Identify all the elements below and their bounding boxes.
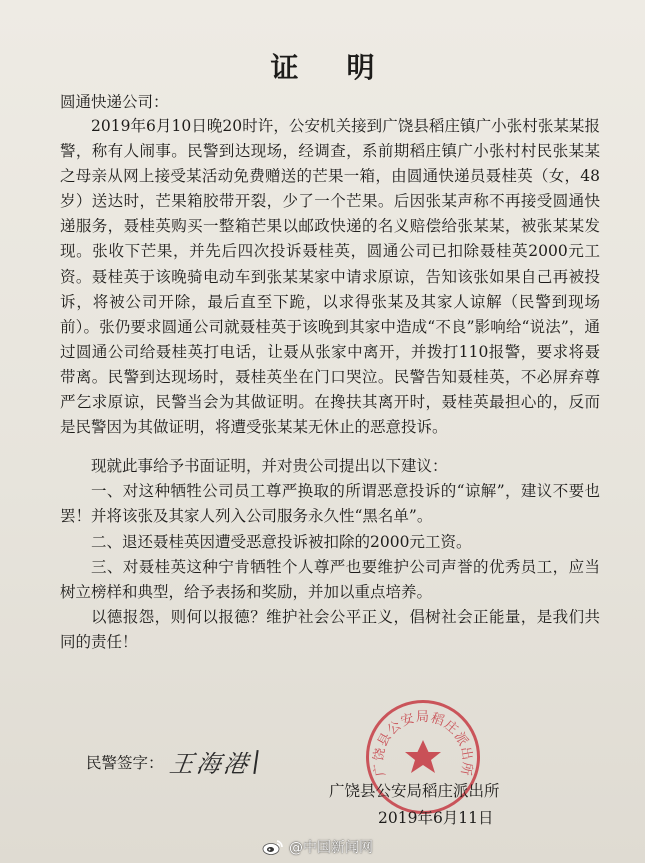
document-body	[60, 114, 600, 655]
signature-stroke	[253, 749, 258, 773]
weibo-icon	[262, 838, 284, 856]
paragraph-incident: 2019年6月10日晚20时许，公安机关接到广饶县稻庄镇广小张村张某某报警，称有人闹事。民警到达现场，经调查，系前期稻庄镇广小张村村民张某某之母亲从网上接受某活动免费赠送的芒果一箱，由圆通快递员聂桂英（女，48岁）送达时，芒果箱胶带开裂，少了一个芒果。后因张某声称不再接受圆通快递服务，聂桂英购买一整箱芒果以邮政快递的名义赔偿给张某某，被张某某发现。张收下芒果，并先后四次投诉聂桂英，圆通公司已扣除聂桂英2000元工资。聂桂英于该晚骑电动车到张某某家中请求原谅，告知该张如果自己再被投诉，将被公司开除，最后直至下跪，以求得张某及其家人谅解（民警到现场前）。张仍要求圆通公司就聂桂英于该晚到其家中造成“不良”影响给“说法”，通过圆通公司给聂桂英打电话，让聂从张家中离开，并拨打110报警，要求将聂带离。民警到达现场时，聂桂英坐在门口哭泣。民警告知聂桂英，不必屏弃尊严乞求原谅，民警当会为其做证明。在搀扶其离开时，聂桂英最担心的，反而是民警因为其做证明，将遭受张某某无休止的恶意投诉。	[60, 117, 600, 437]
watermark	[262, 836, 373, 858]
paragraph-intro-suggestions: 现就此事给予书面证明，并对贵公司提出以下建议：	[91, 457, 448, 476]
paragraph-suggestion-2: 二、退还聂桂英因遭受恶意投诉被扣除的2000元工资。	[91, 532, 472, 551]
paragraph-closing: 以德报怨，则何以报德？维护社会公平正义，倡树社会正能量，是我们共同的责任！	[60, 607, 600, 651]
watermark-text: @中国新闻网	[289, 840, 373, 856]
issue-date: 2019年6月11日	[378, 809, 494, 827]
issuing-station: 广饶县公安局稻庄派出所	[329, 782, 500, 800]
paragraph-suggestion-3: 三、对聂桂英这种宁肯牺牲个人尊严也要维护公司声誉的优秀员工，应当树立榜样和典型，给予表扬和奖励，并加以重点培养。	[60, 557, 600, 601]
signature-label: 民警签字：	[86, 753, 164, 772]
seal-star-icon	[405, 740, 441, 773]
seal-text: 广饶县公安局稻庄派出所	[371, 710, 475, 778]
signature-row	[86, 744, 257, 779]
paragraph-suggestion-1: 一、对这种牺牲公司员工尊严换取的所谓恶意投诉的“谅解”，建议不要也罢！并将该张及其家人列入公司服务永久性“黑名单”。	[60, 482, 600, 526]
document-title: 证明	[270, 51, 423, 84]
handwritten-signature: 王海港	[167, 750, 253, 778]
salutation: 圆通快递公司：	[60, 93, 169, 111]
